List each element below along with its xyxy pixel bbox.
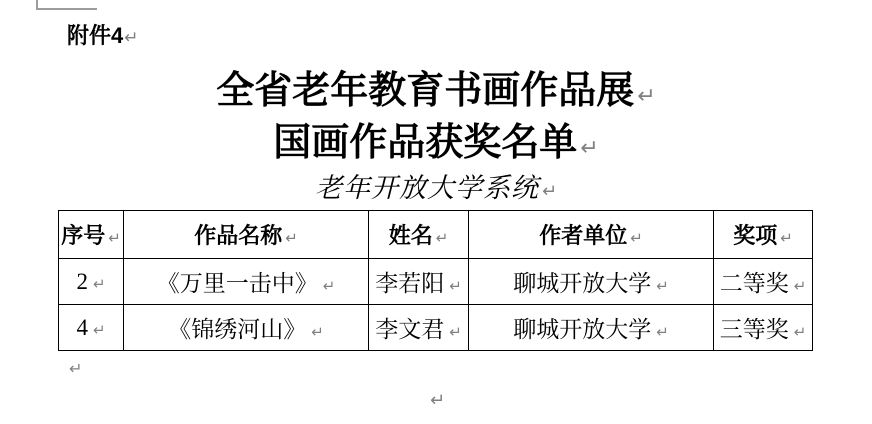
paragraph-mark-icon: ↵ bbox=[656, 323, 669, 341]
header-label: 姓名 bbox=[388, 223, 433, 248]
awards-table bbox=[58, 210, 813, 351]
paragraph-mark-icon: ↵ bbox=[429, 390, 446, 411]
cell-text: 聊城开放大学 bbox=[513, 271, 652, 296]
cell-award bbox=[714, 305, 813, 351]
paragraph-mark-icon: ↵ bbox=[311, 323, 324, 341]
cell-work-title bbox=[124, 259, 369, 305]
cell-text: 李文君 bbox=[375, 317, 445, 342]
cell-text: 2 bbox=[76, 268, 88, 294]
paragraph-mark-icon: ↵ bbox=[322, 277, 336, 295]
paragraph-mark-icon: ↵ bbox=[435, 229, 449, 247]
empty-paragraph bbox=[66, 359, 82, 379]
paragraph-mark-icon: ↵ bbox=[793, 323, 807, 341]
paragraph-mark-icon: ↵ bbox=[92, 320, 106, 339]
paragraph-mark-icon: ↵ bbox=[541, 181, 558, 202]
empty-paragraph bbox=[0, 390, 872, 411]
paragraph-mark-icon: ↵ bbox=[92, 274, 106, 293]
cell-index bbox=[59, 259, 124, 305]
cell-index bbox=[59, 305, 124, 351]
header-label: 作者单位 bbox=[539, 223, 628, 248]
paragraph-mark-icon: ↵ bbox=[108, 229, 121, 247]
title-line-1-text: 全省老年教育书画作品展 bbox=[216, 70, 635, 112]
paragraph-mark-icon: ↵ bbox=[793, 277, 807, 295]
table-row bbox=[59, 259, 813, 305]
cell-organization bbox=[469, 259, 714, 305]
paragraph-mark-icon: ↵ bbox=[449, 323, 462, 341]
cell-text: 三等奖 bbox=[719, 317, 789, 342]
header-label: 作品名称 bbox=[194, 223, 283, 248]
cell-work-title bbox=[124, 305, 369, 351]
document-subtitle bbox=[0, 172, 872, 208]
paragraph-mark-icon: ↵ bbox=[124, 28, 139, 48]
subtitle-text: 老年开放大学系统 bbox=[314, 173, 539, 203]
cell-text: 聊城开放大学 bbox=[513, 317, 652, 342]
cell-text: 《锦绣河山》 bbox=[168, 317, 307, 342]
title-line-2-text: 国画作品获奖名单 bbox=[273, 122, 578, 164]
cell-organization bbox=[469, 305, 714, 351]
paragraph-mark-icon: ↵ bbox=[637, 84, 656, 109]
paragraph-mark-icon: ↵ bbox=[285, 229, 298, 247]
cell-text: 李若阳 bbox=[375, 271, 445, 296]
cell-name bbox=[369, 259, 469, 305]
attachment-label-text: 附件4 bbox=[67, 23, 124, 48]
attachment-label bbox=[67, 21, 139, 53]
paragraph-mark-icon: ↵ bbox=[630, 229, 643, 247]
header-cell-index bbox=[59, 211, 124, 259]
title-line-2 bbox=[0, 120, 872, 172]
cell-text: 二等奖 bbox=[719, 271, 789, 296]
document-title bbox=[0, 68, 872, 172]
table-header-row bbox=[59, 211, 813, 259]
header-label: 奖项 bbox=[733, 223, 778, 248]
header-cell-work-title bbox=[124, 211, 369, 259]
cell-text: 《万里一击中》 bbox=[156, 271, 318, 296]
header-label: 序号 bbox=[61, 223, 106, 248]
text-boundary-corner-icon bbox=[36, 8, 97, 10]
paragraph-mark-icon: ↵ bbox=[449, 277, 462, 295]
paragraph-mark-icon: ↵ bbox=[780, 229, 793, 247]
header-cell-award bbox=[714, 211, 813, 259]
title-line-1 bbox=[0, 68, 872, 120]
paragraph-mark-icon: ↵ bbox=[580, 136, 599, 161]
cell-name bbox=[369, 305, 469, 351]
cell-award bbox=[714, 259, 813, 305]
header-cell-organization bbox=[469, 211, 714, 259]
paragraph-mark-icon: ↵ bbox=[656, 277, 669, 295]
table-row bbox=[59, 305, 813, 351]
paragraph-mark-icon: ↵ bbox=[69, 359, 83, 378]
text-boundary-corner-icon bbox=[36, 0, 38, 8]
cell-text: 4 bbox=[76, 314, 88, 340]
header-cell-name bbox=[369, 211, 469, 259]
